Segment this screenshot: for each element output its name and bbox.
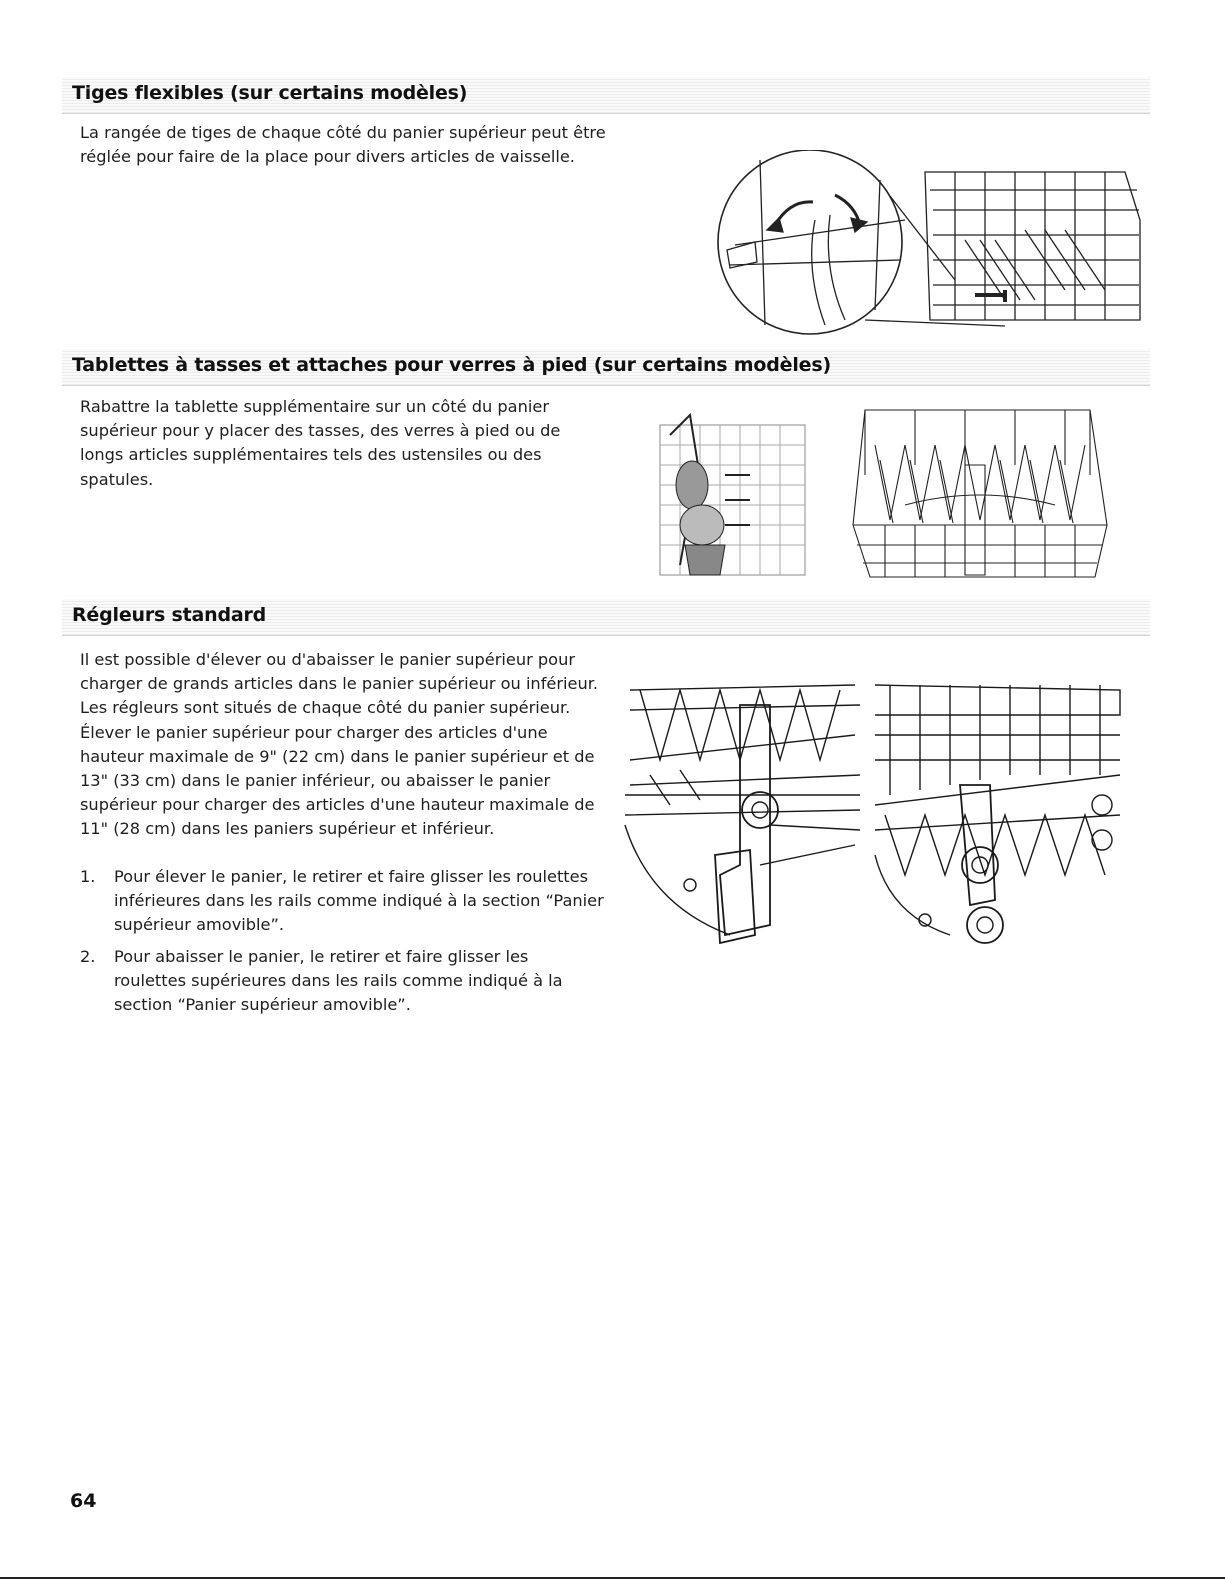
- section-title: Tablettes à tasses et attaches pour verres à pied (sur certains modèles): [72, 354, 831, 376]
- section-paragraph: Rabattre la tablette supplémentaire sur un côté du panier supérieur pour y placer des tasses, des verres à pied ou de longs articles supplémentaires tels des ustensiles ou des spatules.: [80, 397, 561, 489]
- step-text: Pour abaisser le panier, le retirer et faire glisser les roulettes supérieures dans les rails comme indiqué à la section “Panier supérieur amovible”.: [114, 946, 563, 1015]
- section-paragraph: La rangée de tiges de chaque côté du panier supérieur peut être réglée pour faire de la place pour divers articles de vaisselle.: [80, 123, 606, 167]
- section-header-bar: [62, 599, 1150, 636]
- adjuster-raised-illustration: [620, 675, 865, 950]
- adjuster-lowered-illustration: [870, 675, 1125, 950]
- list-item: [80, 945, 605, 1018]
- stemware-rack-illustration: [845, 405, 1115, 585]
- section-title: Régleurs standard: [72, 604, 267, 626]
- section-header-bar: [62, 349, 1150, 386]
- section-title: Tiges flexibles (sur certains modèles): [72, 82, 468, 104]
- flexible-tines-illustration: [705, 150, 1150, 335]
- step-text: Pour élever le panier, le retirer et faire glisser les roulettes inférieures dans les rails comme indiqué à la section “Panier supérieur amovible”.: [114, 867, 604, 935]
- step-number: 2.: [80, 946, 96, 966]
- page-number: 64: [70, 1490, 97, 1512]
- bottom-rule: [0, 1577, 1225, 1579]
- section-paragraph: Il est possible d'élever ou d'abaisser le panier supérieur pour charger de grands articles dans le panier supérieur ou inférieur. Les régleurs sont situés de chaque côté du panier supérieur. Élever le panier supérieur pour charger des articles d'une hauteur maximale de 9" (22 cm) dans le panier supérieur et de 13" (33 cm) dans le panier inférieur, ou abaisser le panier supérieur pour charger des articles d'une hauteur maximale de 11" (28 cm) dans les paniers supérieur et inférieur.: [80, 650, 599, 839]
- list-item: [80, 865, 605, 938]
- section-header-bar: [62, 77, 1150, 114]
- cup-shelf-illustration: [640, 405, 820, 585]
- steps-list: [80, 865, 605, 1024]
- step-number: 1.: [80, 867, 96, 886]
